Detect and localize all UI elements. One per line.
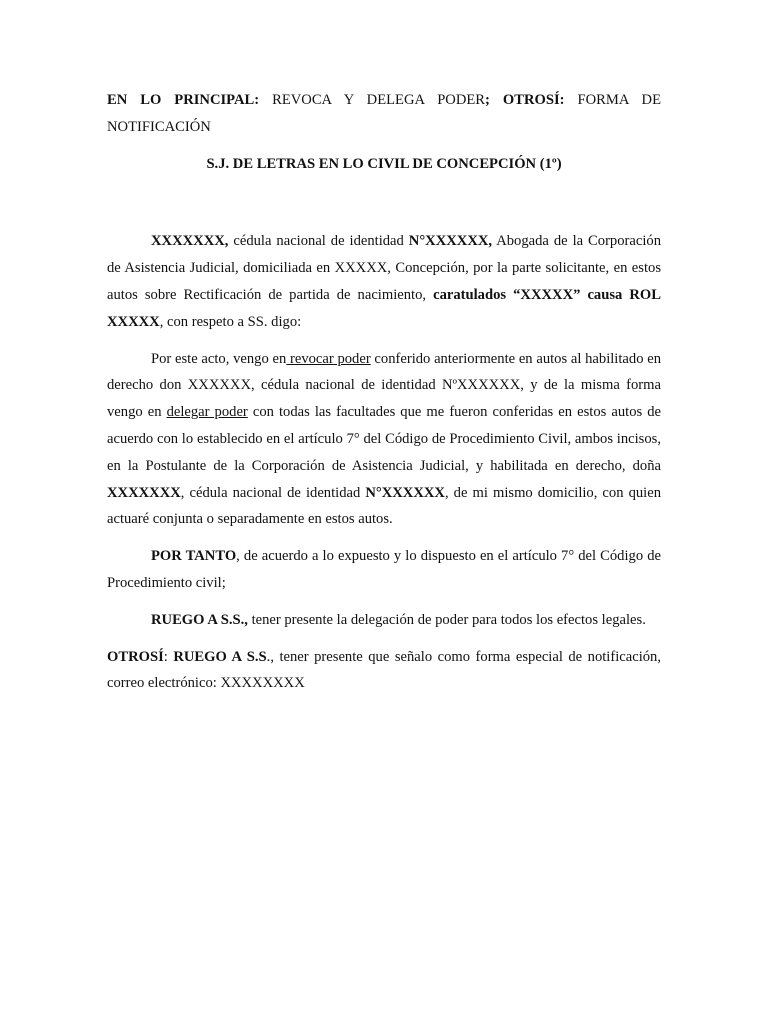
caratula: caratulados “XXXXX” causa ROL XXXXX (107, 286, 661, 330)
por-tanto-label: POR TANTO (151, 548, 237, 565)
por-tanto-paragraph (107, 543, 661, 597)
compareciente-text-2: Abogada de la Corporación de Asistencia Judicial, domiciliada en XXXXX, Concepción, por la parte solicitante, en estos autos sobre Rectificación de partida de nacimiento, (107, 233, 661, 303)
por-tanto-text: , de acuerdo a lo expuesto y lo dispuesto en el artículo 7° del Código de Procedimiento civil; (107, 548, 661, 591)
body-text-2: conferido anteriormente en autos al habilitado en derecho don XXXXXX, cédula nacional de identidad NºXXXXXX, y de la misma forma vengo en (107, 350, 661, 421)
ruego-label: RUEGO A S.S., (151, 611, 248, 628)
otrosi-paragraph (107, 644, 661, 698)
otrosi-ruego-label: RUEGO A S.S (173, 648, 267, 665)
body-text-5: , de mi mismo domicilio, con quien actuaré conjunta o separadamente en estos autos. (107, 484, 661, 528)
ruego-text: tener presente la delegación de poder para todos los efectos legales. (247, 611, 646, 628)
delegate-id: N°XXXXXX (365, 484, 445, 501)
revocar-poder: revocar poder (286, 350, 371, 367)
sumilla-header (107, 87, 661, 141)
delegar-poder: delegar poder (166, 404, 248, 421)
court-heading: S.J. DE LETRAS EN LO CIVIL DE CONCEPCIÓN (1º) (206, 155, 562, 172)
principal-text: REVOCA Y DELEGA PODER (259, 92, 486, 108)
body-text-4: , cédula nacional de identidad (180, 484, 366, 501)
sumilla-separator: ; (485, 92, 490, 108)
body-text-3: con todas las facultades que me fueron conferidas en estos autos de acuerdo con lo establecido en el artículo 7° del Código de Procedimiento Civil, ambos incisos, en la Postulante de la Corporación de Asistencia Judicial, y habilitada en derecho, doña (107, 404, 661, 474)
otrosi-paragraph-label: OTROSÍ (107, 648, 164, 665)
compareciente-name: XXXXXXX, (151, 233, 229, 250)
otrosi-colon: : (163, 648, 174, 665)
otrosi-text: FORMA DE NOTIFICACIÓN (107, 92, 661, 135)
compareciente-text-1: cédula nacional de identidad (228, 233, 409, 250)
delegate-name: XXXXXXX (107, 484, 181, 501)
ruego-paragraph (107, 607, 661, 634)
principal-label: EN LO PRINCIPAL: (107, 92, 260, 108)
compareciente-id: N°XXXXXX, (408, 233, 493, 250)
body-text-1: Por este acto, vengo en (151, 350, 287, 367)
compareciente-text-3: , con respeto a SS. digo: (159, 313, 302, 330)
otrosi-label: OTROSÍ: (489, 92, 565, 108)
body-paragraph (107, 346, 661, 534)
document-body (107, 87, 661, 697)
compareciente-paragraph (107, 228, 661, 335)
otrosi-paragraph-text: ., tener presente que señalo como forma especial de notificación, correo electrónico: XXXXXXXX (107, 648, 662, 692)
